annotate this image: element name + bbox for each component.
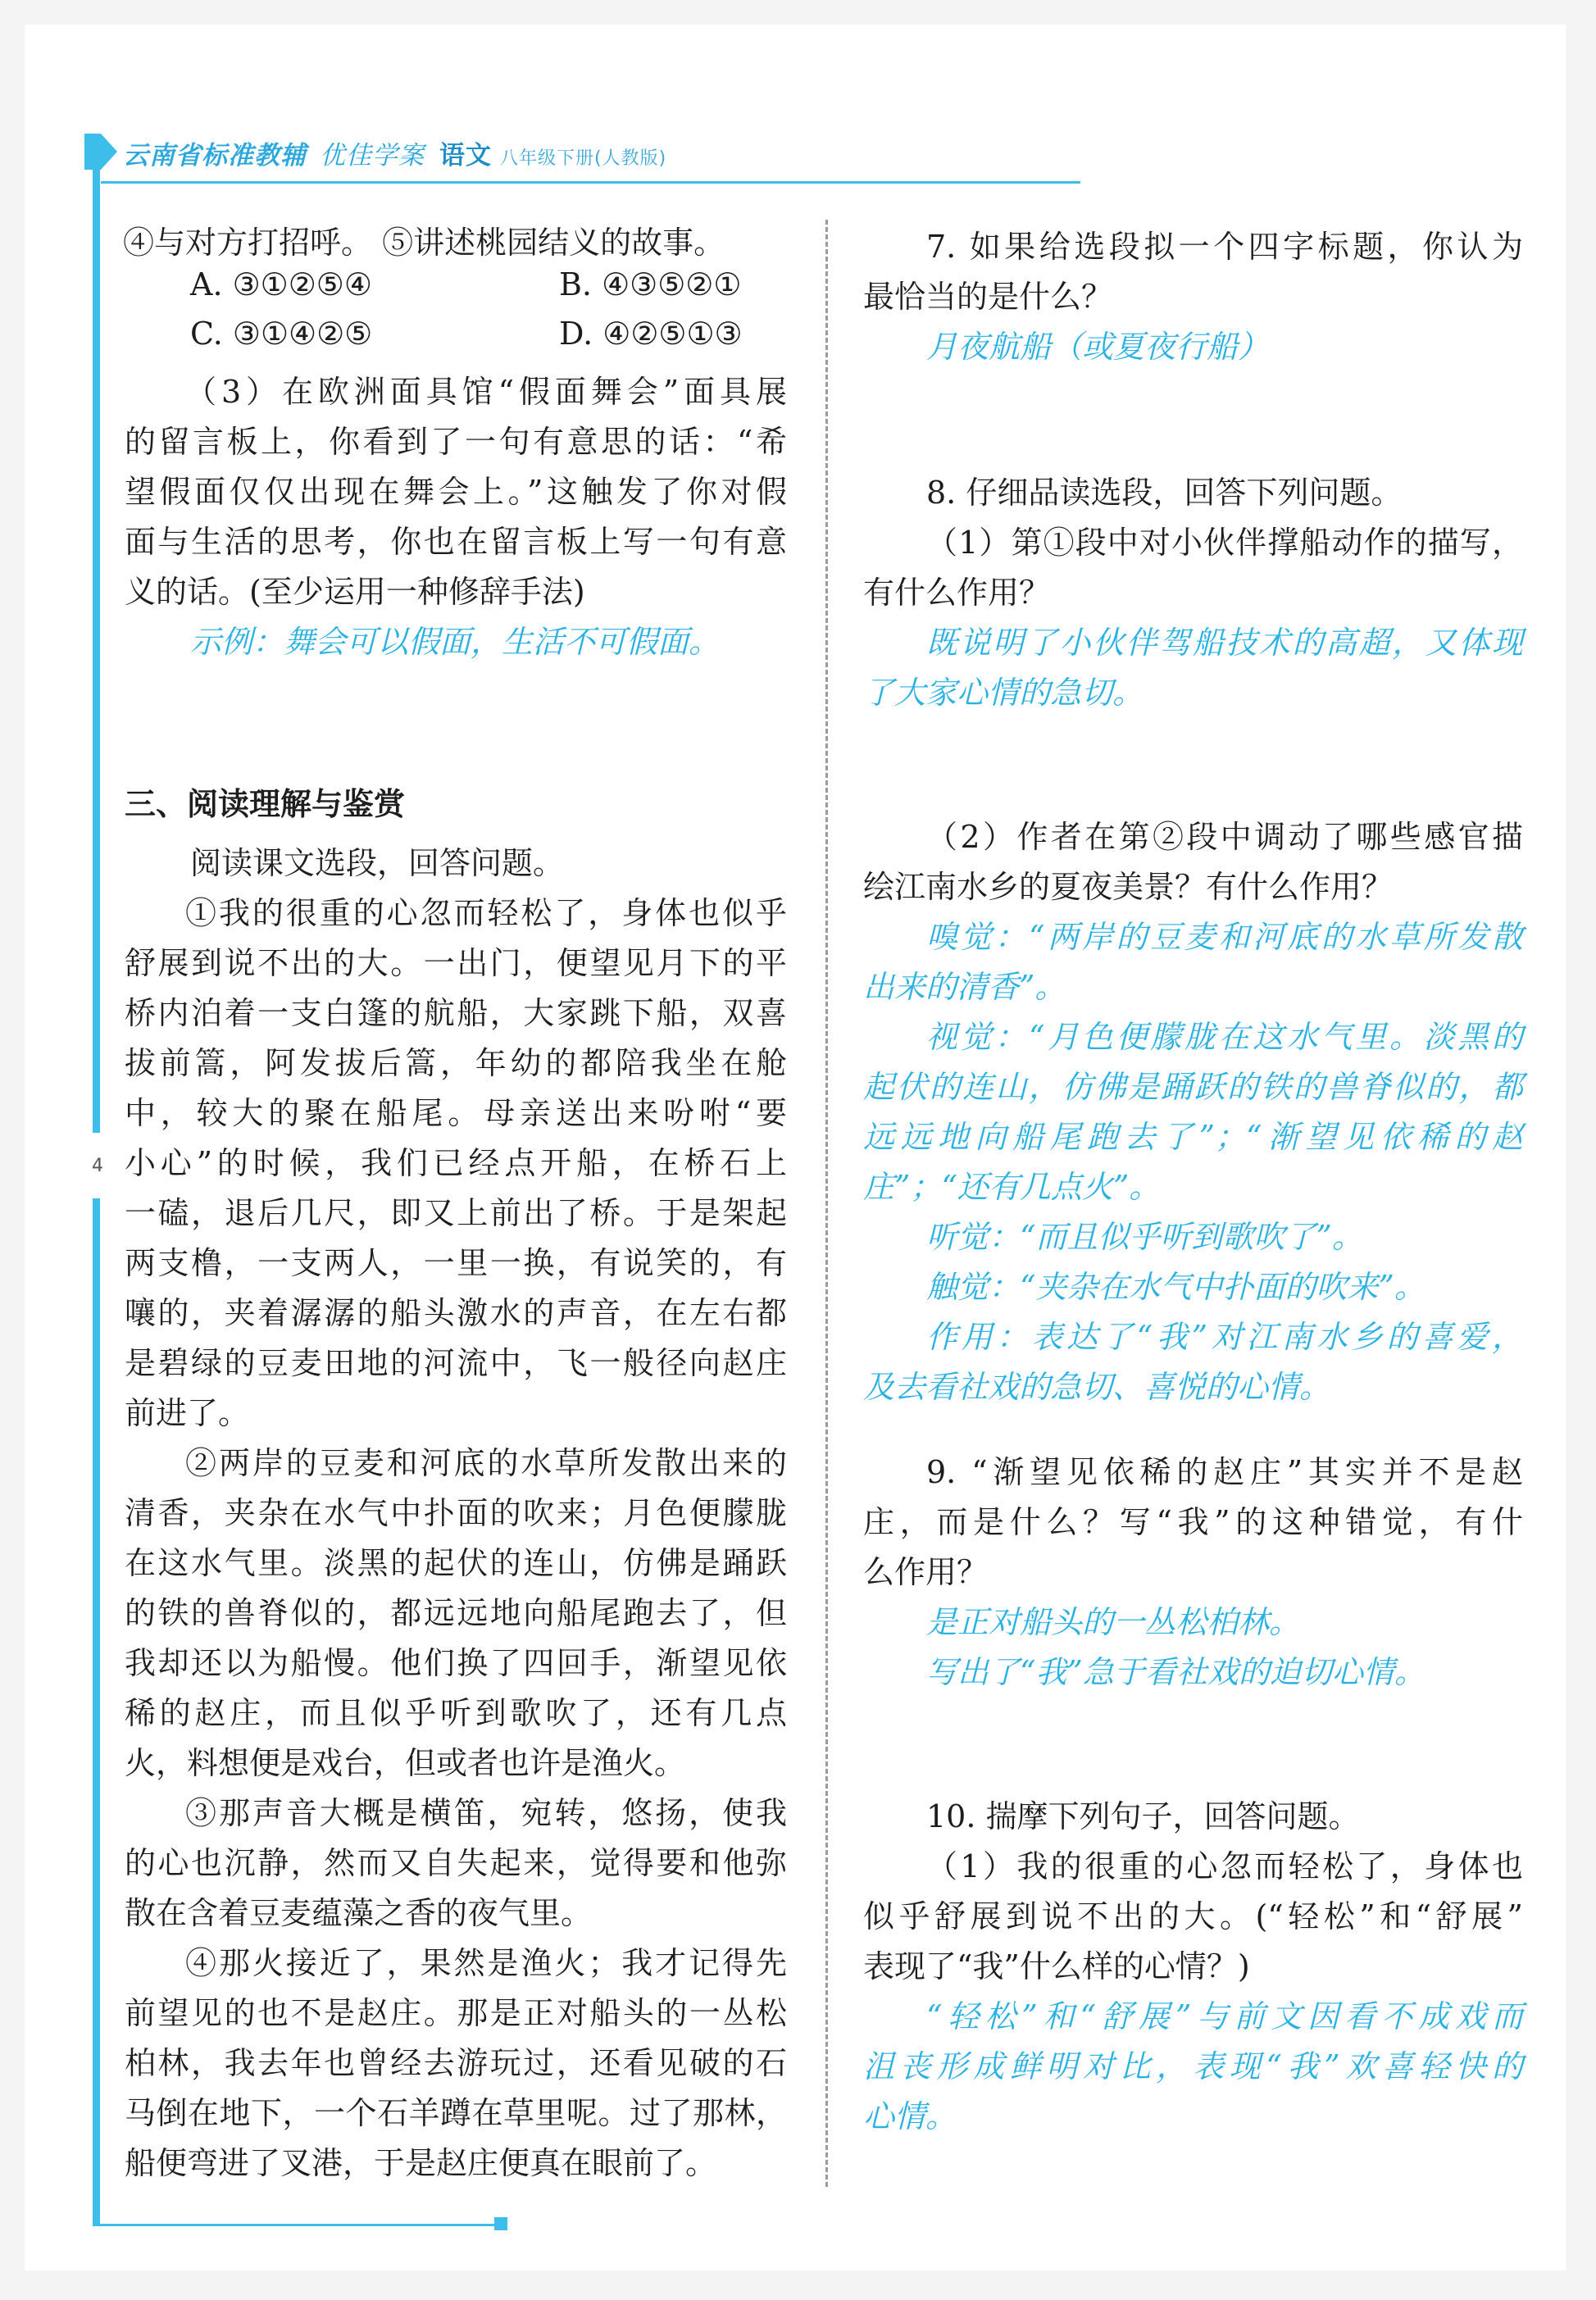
- passage-line: 桥内泊着一支白篷的航船，大家跳下船，双喜: [125, 995, 787, 1031]
- passage-line: 拔前篙，阿发拔后篙，年幼的都陪我坐在舱: [125, 1045, 787, 1081]
- passage-line: ①我的很重的心忽而轻松了，身体也似乎: [185, 895, 787, 931]
- header-rule: [101, 181, 1080, 184]
- passage-line: 前进了。: [125, 1395, 250, 1431]
- option-a: A. ③①②⑤④: [190, 266, 372, 302]
- page-header: [123, 134, 666, 171]
- question-8-1: 有什么作用？: [863, 575, 1051, 611]
- answer-text: 触觉：“夹杂在水气中扑面的吹来”。: [926, 1269, 1425, 1305]
- footer-square: [494, 2217, 507, 2230]
- passage-line: 的铁的兽脊似的，都远远地向船尾跑去了，但: [125, 1595, 787, 1631]
- question-8: 8. 仔细品读选段，回答下列问题。: [926, 475, 1403, 511]
- answer-text: 听觉：“而且似乎听到歌吹了”。: [926, 1219, 1363, 1255]
- passage-line: ②两岸的豆麦和河底的水草所发散出来的: [185, 1445, 787, 1481]
- answer-text: 示例：舞会可以假面，生活不可假面。: [190, 624, 721, 660]
- question-9: 么作用？: [863, 1554, 989, 1590]
- passage-line: 的心也沉静，然而又自失起来，觉得要和他弥: [125, 1845, 787, 1881]
- answer-text: 心情。: [863, 2098, 957, 2134]
- question-8-2: （2）作者在第②段中调动了哪些感官描: [926, 819, 1523, 855]
- passage-line: 我却还以为船慢。他们换了四回手，渐望见依: [125, 1645, 787, 1681]
- answer-text: 作用：表达了“我”对江南水乡的喜爱，: [926, 1319, 1523, 1355]
- answer-text: 月夜航船（或夏夜行船）: [926, 329, 1270, 365]
- passage-line: 船便弯进了叉港，于是赵庄便真在眼前了。: [125, 2145, 717, 2181]
- option-c: C. ③①④②⑤: [190, 316, 373, 352]
- header-accent-block: [84, 134, 101, 170]
- instruction-text: 阅读课文选段，回答问题。: [190, 845, 565, 881]
- option-b: B. ④③⑤②①: [559, 266, 742, 302]
- answer-text: “轻松”和“舒展”与前文因看不成戏而: [926, 1998, 1523, 2034]
- question-10: 10. 揣摩下列句子，回答问题。: [926, 1798, 1360, 1834]
- option-d: D. ④②⑤①③: [559, 316, 743, 352]
- question-9: 9. “渐望见依稀的赵庄”其实并不是赵: [926, 1454, 1523, 1490]
- question-10-1: （1）我的很重的心忽而轻松了，身体也: [926, 1848, 1523, 1884]
- grade-label: 八年级下册(人教版): [500, 148, 667, 169]
- answer-text: 沮丧形成鲜明对比，表现“我”欢喜轻快的: [863, 2048, 1523, 2084]
- answer-text: 庄”；“还有几点火”。: [863, 1169, 1161, 1205]
- question-text: （3）在欧洲面具馆“假面舞会”面具展: [185, 374, 787, 410]
- answer-text: 写出了“我”急于看社戏的迫切心情。: [926, 1654, 1425, 1690]
- passage-line: 清香，夹杂在水气中扑面的吹来；月色便朦胧: [125, 1495, 787, 1531]
- question-text: 的留言板上，你看到了一句有意思的话：“希: [125, 424, 787, 460]
- passage-line: 马倒在地下，一个石羊蹲在草里呢。过了那林，: [125, 2095, 787, 2131]
- question-text: 面与生活的思考，你也在留言板上写一句有意: [125, 524, 787, 560]
- question-text: 义的话。(至少运用一种修辞手法): [125, 574, 585, 610]
- question-10-1: 似乎舒展到说不出的大。(“轻松”和“舒展”: [863, 1898, 1523, 1934]
- answer-text: 起伏的连山，仿佛是踊跃的铁的兽脊似的，都: [863, 1069, 1523, 1105]
- passage-line: ④那火接近了，果然是渔火；我才记得先: [185, 1945, 787, 1981]
- passage-line: 嚷的，夹着潺潺的船头激水的声音，在左右都: [125, 1295, 787, 1331]
- answer-text: 及去看社戏的急切、喜悦的心情。: [863, 1369, 1331, 1405]
- question-8-2: 绘江南水乡的夏夜美景？有什么作用？: [863, 869, 1394, 905]
- passage-line: 小心”的时候，我们已经点开船，在桥石上: [125, 1145, 787, 1181]
- passage-line: 一磕，退后几尺，即又上前出了桥。于是架起: [125, 1195, 787, 1231]
- question-10-1: 表现了“我”什么样的心情？): [863, 1948, 1250, 1984]
- left-margin-bar-bottom: [93, 1198, 100, 2225]
- answer-text: 视觉：“月色便朦胧在这水气里。淡黑的: [926, 1019, 1523, 1055]
- passage-line: 在这水气里。淡黑的起伏的连山，仿佛是踊跃: [125, 1545, 787, 1581]
- passage-line: 舒展到说不出的大。一出门，便望见月下的平: [125, 945, 787, 981]
- answer-text: 是正对船头的一丛松柏林。: [926, 1604, 1301, 1640]
- section-heading: 三、阅读理解与鉴赏: [125, 786, 406, 822]
- option-line: ④与对方打招呼。 ⑤讲述桃园结义的故事。: [123, 225, 725, 261]
- passage-line: 是碧绿的豆麦田地的河流中，飞一般径向赵庄: [125, 1345, 787, 1381]
- question-9: 庄，而是什么？写“我”的这种错觉，有什: [863, 1504, 1523, 1540]
- question-8-1: （1）第①段中对小伙伴撑船动作的描写，: [926, 525, 1523, 561]
- column-divider: [825, 220, 828, 2187]
- passage-line: 散在含着豆麦蕴藻之香的夜气里。: [125, 1895, 593, 1931]
- passage-line: 前望见的也不是赵庄。那是正对船头的一丛松: [125, 1995, 787, 2031]
- question-7: 7. 如果给选段拟一个四字标题，你认为: [926, 229, 1523, 265]
- passage-line: 两支橹，一支两人，一里一换，有说笑的，有: [125, 1245, 787, 1281]
- answer-text: 了大家心情的急切。: [863, 675, 1144, 711]
- question-text: 望假面仅仅出现在舞会上。”这触发了你对假: [125, 474, 787, 510]
- series-title: 云南省标准教辅: [123, 141, 307, 170]
- passage-line: 中，较大的聚在船尾。母亲送出来吩咐“要: [125, 1095, 787, 1131]
- book-title: 优佳学案: [320, 141, 425, 170]
- header-accent-arrow: [101, 134, 117, 170]
- question-7: 最恰当的是什么？: [863, 279, 1113, 315]
- passage-line: 火，料想便是戏台，但或者也许是渔火。: [125, 1745, 686, 1781]
- passage-line: ③那声音大概是横笛，宛转，悠扬，使我: [185, 1795, 787, 1831]
- passage-line: 柏林，我去年也曾经去游玩过，还看见破的石: [125, 2045, 787, 2081]
- subject-label: 语文: [439, 141, 492, 170]
- answer-text: 远远地向船尾跑去了”；“渐望见依稀的赵: [863, 1119, 1523, 1155]
- answer-text: 出来的清香”。: [863, 969, 1066, 1005]
- page-number: 4: [92, 1156, 103, 1176]
- passage-line: 稀的赵庄，而且似乎听到歌吹了，还有几点: [125, 1695, 787, 1731]
- answer-text: 既说明了小伙伴驾船技术的高超，又体现: [926, 625, 1523, 661]
- footer-rule: [93, 2224, 494, 2226]
- answer-text: 嗅觉：“两岸的豆麦和河底的水草所发散: [926, 919, 1523, 955]
- left-margin-bar-top: [93, 170, 100, 1133]
